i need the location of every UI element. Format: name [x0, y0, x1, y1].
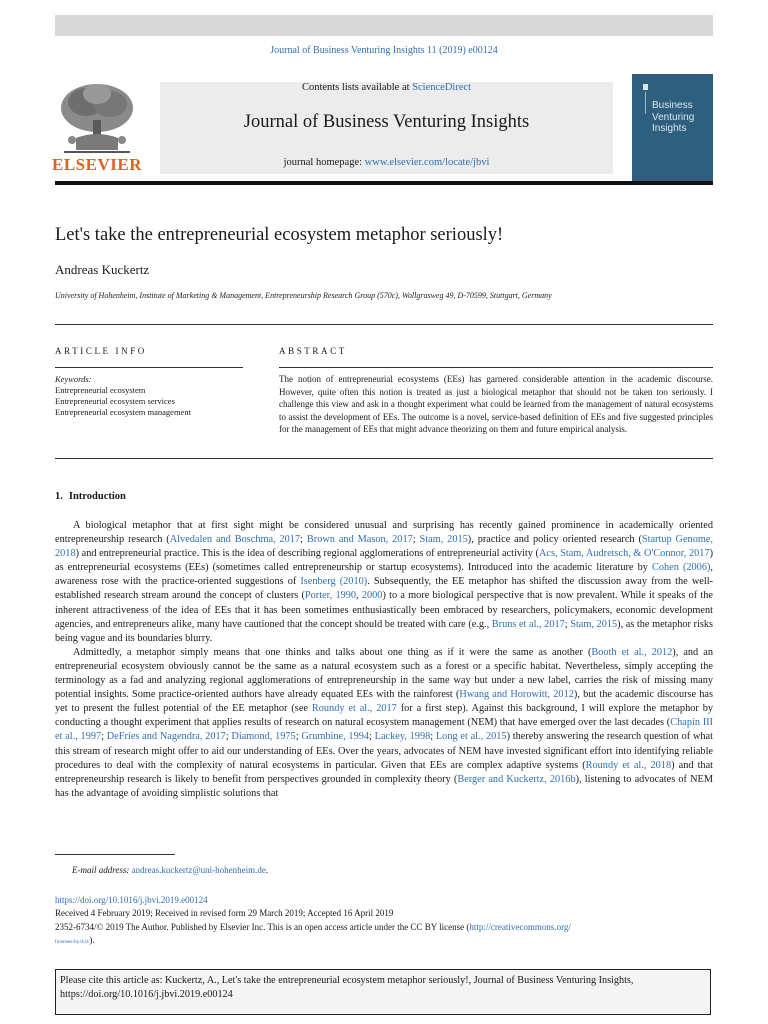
- email-end: .: [265, 865, 269, 875]
- citation-link[interactable]: Grumbine, 1994: [301, 731, 370, 743]
- email-link[interactable]: andreas.kuckertz@uni-hohenheim.de: [131, 865, 266, 875]
- citation-link[interactable]: Hwang and Horowitt, 2012: [459, 689, 574, 701]
- divider: [55, 367, 243, 368]
- text-run: ), listening to advocates of NEM has the advantage of avoiding simplistic solutions that: [55, 773, 714, 799]
- cover-line: Business: [652, 100, 693, 111]
- text-run: ;: [430, 731, 436, 743]
- text-run: ) thereby answering the research question of what this stream of research might offer to aid our understanding of EEs. Over the years, advocates of NEM have invested significant effort into identifying reliable procedures to deal with the complexity of natural ecosystems in particular. Given that EEs are complex adaptive systems (: [55, 731, 713, 771]
- text-run: A biological metaphor that at first sight might be considered unusual and surprising has recently gained prominence in academically oriented entrepreneurship research (: [55, 520, 713, 546]
- citation-link[interactable]: 2000: [361, 590, 383, 602]
- text-run: ) and entrepreneurial practice. This is the idea of describing regional agglomerations of entrepreneurial activity (: [75, 548, 539, 560]
- homepage-prefix: journal homepage:: [283, 157, 365, 168]
- paper-title: Let's take the entrepreneurial ecosystem metaphor seriously!: [55, 225, 504, 245]
- author-name: Andreas Kuckertz: [55, 262, 150, 277]
- citation-link[interactable]: Acs, Stam, Audretsch, & O'Connor, 2017: [538, 548, 710, 560]
- divider: [55, 324, 713, 325]
- citation-link[interactable]: Cohen (2006): [651, 562, 711, 574]
- section-number: 1.: [55, 491, 63, 502]
- text-run: ,: [356, 590, 362, 602]
- license-link-continued[interactable]: licenses/by/4.0/: [55, 939, 90, 945]
- contents-prefix: Contents lists available at: [301, 82, 413, 93]
- text-run: ;: [300, 534, 307, 546]
- citation-link[interactable]: Bruns et al., 2017: [491, 618, 565, 630]
- citation-link[interactable]: Berger and Kuckertz, 2016b: [457, 773, 576, 785]
- cover-emblem-icon: [641, 84, 651, 114]
- section-heading: [55, 491, 126, 502]
- divider: [279, 367, 713, 368]
- footnote-rule: [55, 854, 175, 855]
- abstract-text: The notion of entrepreneurial ecosystems (EEs) has garnered considerable attention in the academic discourse. However, quite often this notion is treated as just a biological metaphor that should not be taken too seriously. I challenge this view and ask in a thought experiment what could be learned from the management of natural ecosystems to assist the development of EEs. The outcome is a novel, service-based definition of EEs and five suggested principles for the management of EEs that might advance theorizing on them and future empirical analysis.: [279, 374, 713, 435]
- license-suffix: ).: [89, 935, 95, 945]
- license-link[interactable]: http://creativecommons.org/: [469, 922, 571, 932]
- text-run: ) as entrepreneurial ecosystems (EEs) (sometimes called entrepreneurship or startup ecosystems). Introduced into the academic literature by: [55, 548, 713, 574]
- text-run: ;: [101, 731, 107, 743]
- citation-link[interactable]: Startup Genome, 2018: [55, 534, 714, 560]
- citation-link[interactable]: Porter, 1990: [304, 590, 357, 602]
- journal-citation[interactable]: Journal of Business Venturing Insights 11 (2019) e00124: [270, 45, 498, 56]
- author-affiliation: University of Hohenheim, Institute of Marketing & Management, Entrepreneurship Research Group (570c), Wollgrasweg 49, D-70599, Stuttgart, Germany: [55, 291, 552, 300]
- email-label: E-mail address:: [72, 865, 130, 875]
- license-prefix: 2352-6734/© 2019 The Author. Published by Elsevier Inc. This is an open access article under the CC BY license (: [55, 922, 470, 932]
- citation-link[interactable]: Roundy et al., 2018: [585, 759, 672, 771]
- citation-link[interactable]: DeFries and Nagendra, 2017: [106, 731, 226, 743]
- text-run: for a first step). Against this background, I will explore the metaphor by conducting a thought experiment that applies results of research on natural ecosystem management (NEM) that have emerged over the last decades (: [55, 703, 714, 729]
- section-title: Introduction: [68, 491, 126, 502]
- top-bar: [55, 15, 713, 36]
- citation-link[interactable]: Lackey, 1998: [374, 731, 431, 743]
- citation-link[interactable]: Stam, 2015: [419, 534, 468, 546]
- divider: [55, 458, 713, 459]
- citation-link[interactable]: Chapin III et al., 1997: [55, 717, 713, 743]
- citation-link[interactable]: Stam, 2015: [570, 618, 618, 630]
- license-notice: [55, 921, 713, 949]
- citation-link[interactable]: Roundy et al., 2017: [311, 703, 397, 715]
- text-run: ), as the metaphor risks being vague and its boundaries blurry.: [55, 618, 714, 644]
- citation-link[interactable]: Diamond, 1975: [231, 731, 296, 743]
- text-run: ), but the academic discourse has yet to present the fullest potential of the EE metaphor (see: [55, 689, 713, 715]
- contents-line: [160, 82, 613, 93]
- citation-link[interactable]: Brown and Mason, 2017: [306, 534, 413, 546]
- homepage-line: [160, 157, 613, 168]
- elsevier-wordmark: ELSEVIER: [52, 155, 142, 174]
- citation-link[interactable]: Alvedalen and Boschma, 2017: [169, 534, 301, 546]
- keyword-item: Entrepreneurial ecosystem services: [55, 396, 175, 406]
- cover-line: Insights: [652, 123, 687, 134]
- email-footnote: [72, 865, 268, 875]
- paragraph: [55, 646, 713, 801]
- citation-link[interactable]: Long et al., 2015: [435, 731, 507, 743]
- abstract-heading: ABSTRACT: [279, 346, 347, 356]
- elsevier-tree-logo-icon: [56, 80, 138, 158]
- keyword-item: Entrepreneurial ecosystem management: [55, 407, 191, 417]
- article-info-heading: ARTICLE INFO: [55, 346, 147, 356]
- masthead-rule: [55, 181, 713, 185]
- cover-title: [652, 100, 712, 135]
- text-run: ;: [369, 731, 375, 743]
- citation-link[interactable]: Isenberg (2010): [300, 576, 368, 588]
- text-run: ;: [564, 618, 571, 630]
- cover-line: Venturing: [652, 111, 695, 123]
- keywords-label: Keywords:: [55, 374, 92, 384]
- keyword-item: Entrepreneurial ecosystem: [55, 385, 146, 395]
- text-run: Admittedly, a metaphor simply means that one thinks and talks about one thing as if it were the same as another (: [73, 646, 592, 658]
- text-run: ;: [412, 534, 420, 546]
- citation-link[interactable]: Booth et al., 2012: [591, 646, 673, 658]
- article-dates: Received 4 February 2019; Received in revised form 29 March 2019; Accepted 16 April 2019: [55, 908, 394, 918]
- text-run: , awareness rose with the practice-oriented suggestions of: [55, 562, 713, 588]
- sciencedirect-link[interactable]: ScienceDirect: [412, 82, 472, 93]
- text-run: ), practice and policy oriented research (: [467, 534, 642, 546]
- cite-text: Please cite this article as: Kuckertz, A., Let's take the entrepreneurial ecosystem metaphor seriously!, Journal of Business Venturing Insights, https://doi.org/10.1016/j.jbvi.2019.e00124: [60, 975, 634, 1000]
- text-run: ), and an entrepreneurial ecosystem obviously cannot be the same as a natural ecosystem such as a forest or a specific habitat. Nevertheless, simply accepting the terminology as a fad and analyzing regional agglomerations of entrepreneurship in the same way but under a new label, carries the risk of missing many potential insights. Some practice-oriented authors have already equated EEs with the rainforest (: [55, 646, 713, 701]
- homepage-link[interactable]: www.elsevier.com/locate/jbvi: [364, 157, 490, 168]
- text-run: . Subsequently, the EE metaphor has shifted the discussion away from the well-established research stream around the concept of clusters (: [55, 576, 713, 602]
- text-run: ) and that entrepreneurship research is likely to benefit from perspectives grounded in complexity theory (: [55, 759, 714, 785]
- text-run: ;: [295, 731, 302, 743]
- body-text: [55, 519, 713, 801]
- journal-title: Journal of Business Venturing Insights: [243, 112, 530, 132]
- text-run: ;: [225, 731, 232, 743]
- text-run: ) to a more biological perspective that is now prevalent. While it speaks of the inherent attractiveness of the idea of EEs that it has been sometimes enthusiastically been embraced by researchers, policymakers, economic development agencies, and entrepreneurs alike, many have cautioned that the concept should be treated with care (e.g.,: [55, 590, 713, 630]
- doi-link[interactable]: https://doi.org/10.1016/j.jbvi.2019.e00124: [55, 895, 208, 905]
- paragraph: [55, 519, 713, 646]
